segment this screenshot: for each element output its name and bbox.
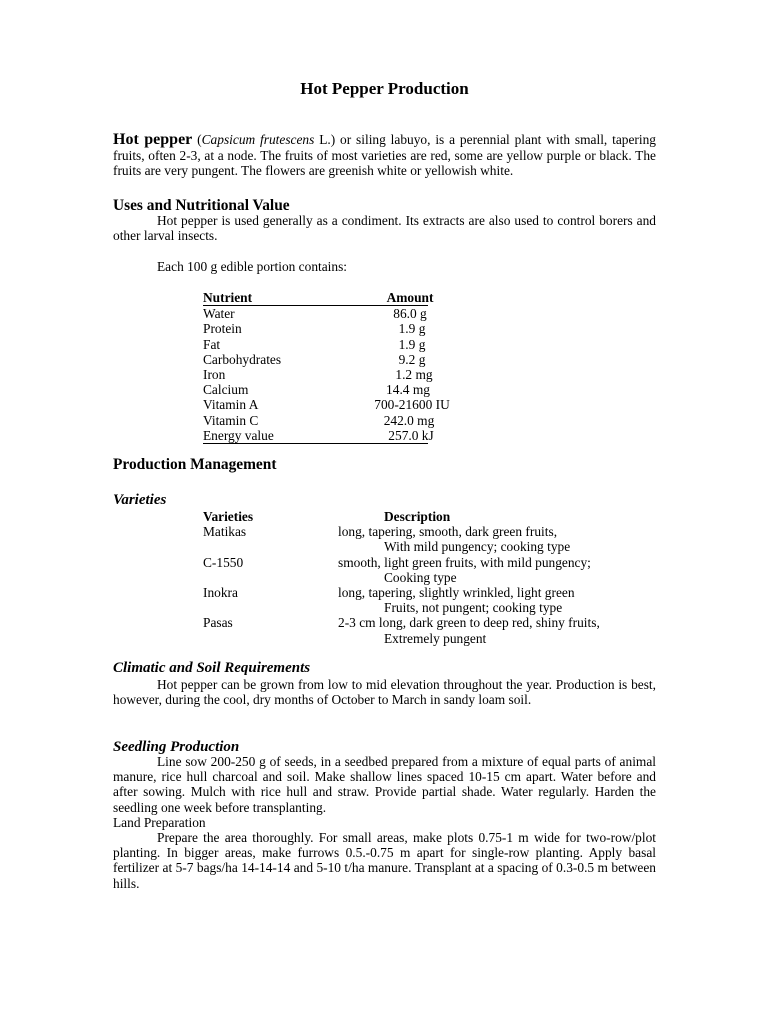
nutrient-name: Water [203, 306, 235, 322]
seedling-heading: Seedling Production [113, 739, 240, 755]
variety-description-cont: Cooking type [384, 569, 457, 585]
varieties-header: Varieties [203, 509, 254, 524]
varieties-heading: Varieties [113, 492, 167, 508]
nutrient-name: Protein [203, 321, 242, 337]
nutrient-amount: 1.9 g [398, 321, 426, 337]
seedling-text: Line sow 200-250 g of seeds, in a seedbed prepared from a mixture of equal parts of animal manure, rice hull charcoal and soil. Make shallow lines spaced 10-15 cm apart. Water before and after sowing. Mulch with rice hull and straw. Provide partial shade. Water regularly. Harden the seedling one week before transplanting. [113, 754, 656, 815]
intro-paragraph [113, 132, 656, 178]
table-row [203, 382, 428, 397]
portion-text: Each 100 g edible portion contains: [157, 259, 348, 274]
nutrient-table [203, 290, 450, 444]
nutrient-name: Iron [203, 366, 226, 382]
nutrient-name: Carbohydrates [203, 351, 282, 367]
nutrient-header: Nutrient [203, 290, 253, 305]
variety-description: long, tapering, slightly wrinkled, light green [338, 584, 575, 600]
climatic-paragraph [113, 677, 656, 707]
land-paragraph [113, 830, 656, 891]
intro-paren: ( [192, 132, 202, 148]
nutrient-name: Energy value [203, 427, 274, 443]
table-row [203, 337, 428, 352]
nutrient-header-row [203, 290, 434, 306]
nutrient-amount: 14.4 mg [386, 382, 430, 398]
uses-heading: Uses and Nutritional Value [113, 197, 290, 214]
nutrient-amount: 1.2 mg [395, 366, 433, 382]
nutrient-name: Fat [203, 336, 221, 352]
nutrient-name: Vitamin C [203, 412, 259, 428]
seedling-paragraph [113, 754, 656, 815]
page-title: Hot Pepper Production [300, 79, 469, 98]
scientific-name: Capsicum frutescens [201, 132, 315, 148]
production-heading: Production Management [113, 456, 277, 473]
description-header: Description [384, 509, 451, 524]
variety-description-cont: With mild pungency; cooking type [384, 539, 571, 555]
variety-name: Inokra [203, 584, 238, 600]
table-row [203, 397, 450, 413]
variety-name: C-1550 [203, 554, 244, 570]
land-heading: Land Preparation [113, 815, 206, 830]
variety-description-cont: Extremely pungent [384, 630, 487, 646]
land-text: Prepare the area thoroughly. For small areas, make plots 0.75-1 m wide for two-row/plot planting. In bigger areas, make furrows 0.5.-0.75 m apart for single-row planting. Apply basal fertilizer at 5-7 bags/ha 14-14-14 and 5-10 t/ha manure. Transplant at a spacing of 0.3-0.5 m between hills. [113, 830, 656, 891]
intro-lead: Hot pepper [113, 131, 193, 149]
climatic-heading: Climatic and Soil Requirements [113, 660, 311, 676]
nutrient-name: Calcium [203, 382, 249, 398]
table-row [203, 585, 643, 615]
nutrient-amount: 86.0 g [393, 306, 427, 322]
uses-text: Hot pepper is used generally as a condiment. Its extracts are also used to control borers and other larval insects. [113, 213, 656, 244]
variety-name: Pasas [203, 615, 233, 631]
variety-description: long, tapering, smooth, dark green fruits, [338, 524, 558, 540]
table-row [203, 615, 643, 645]
nutrient-amount: 257.0 kJ [388, 427, 434, 443]
nutrient-amount: 700-21600 IU [374, 397, 450, 413]
variety-description: smooth, light green fruits, with mild pungency; [338, 554, 591, 570]
table-row [203, 352, 428, 367]
table-row [203, 427, 434, 444]
intro-text: L.) or siling labuyo, is a perennial plant with small, tapering fruits, often 2-3, at a node. The fruits of most varieties are red, some are yellow purple or black. The fruits are very pungent. The flowers are greenish white or yellowish white. [113, 132, 656, 178]
variety-description: 2-3 cm long, dark green to deep red, shiny fruits, [338, 615, 600, 631]
nutrient-amount: 9.2 g [398, 351, 426, 367]
uses-paragraph [113, 213, 656, 243]
variety-description-cont: Fruits, not pungent; cooking type [384, 600, 563, 616]
table-row [203, 524, 643, 554]
variety-name: Matikas [203, 524, 247, 540]
nutrient-amount: 242.0 mg [383, 412, 435, 428]
varieties-table [203, 509, 643, 646]
table-row [203, 366, 433, 382]
table-row [203, 321, 428, 336]
table-row [203, 306, 428, 321]
table-row [203, 412, 435, 428]
climatic-text: Hot pepper can be grown from low to mid elevation throughout the year. Production is best, however, during the cool, dry months of October to March in sandy loam soil. [113, 677, 656, 708]
nutrient-name: Vitamin A [203, 397, 259, 413]
varieties-header-row [203, 509, 643, 524]
table-row [203, 555, 643, 585]
amount-header: Amount [386, 290, 434, 305]
nutrient-amount: 1.9 g [398, 336, 426, 352]
